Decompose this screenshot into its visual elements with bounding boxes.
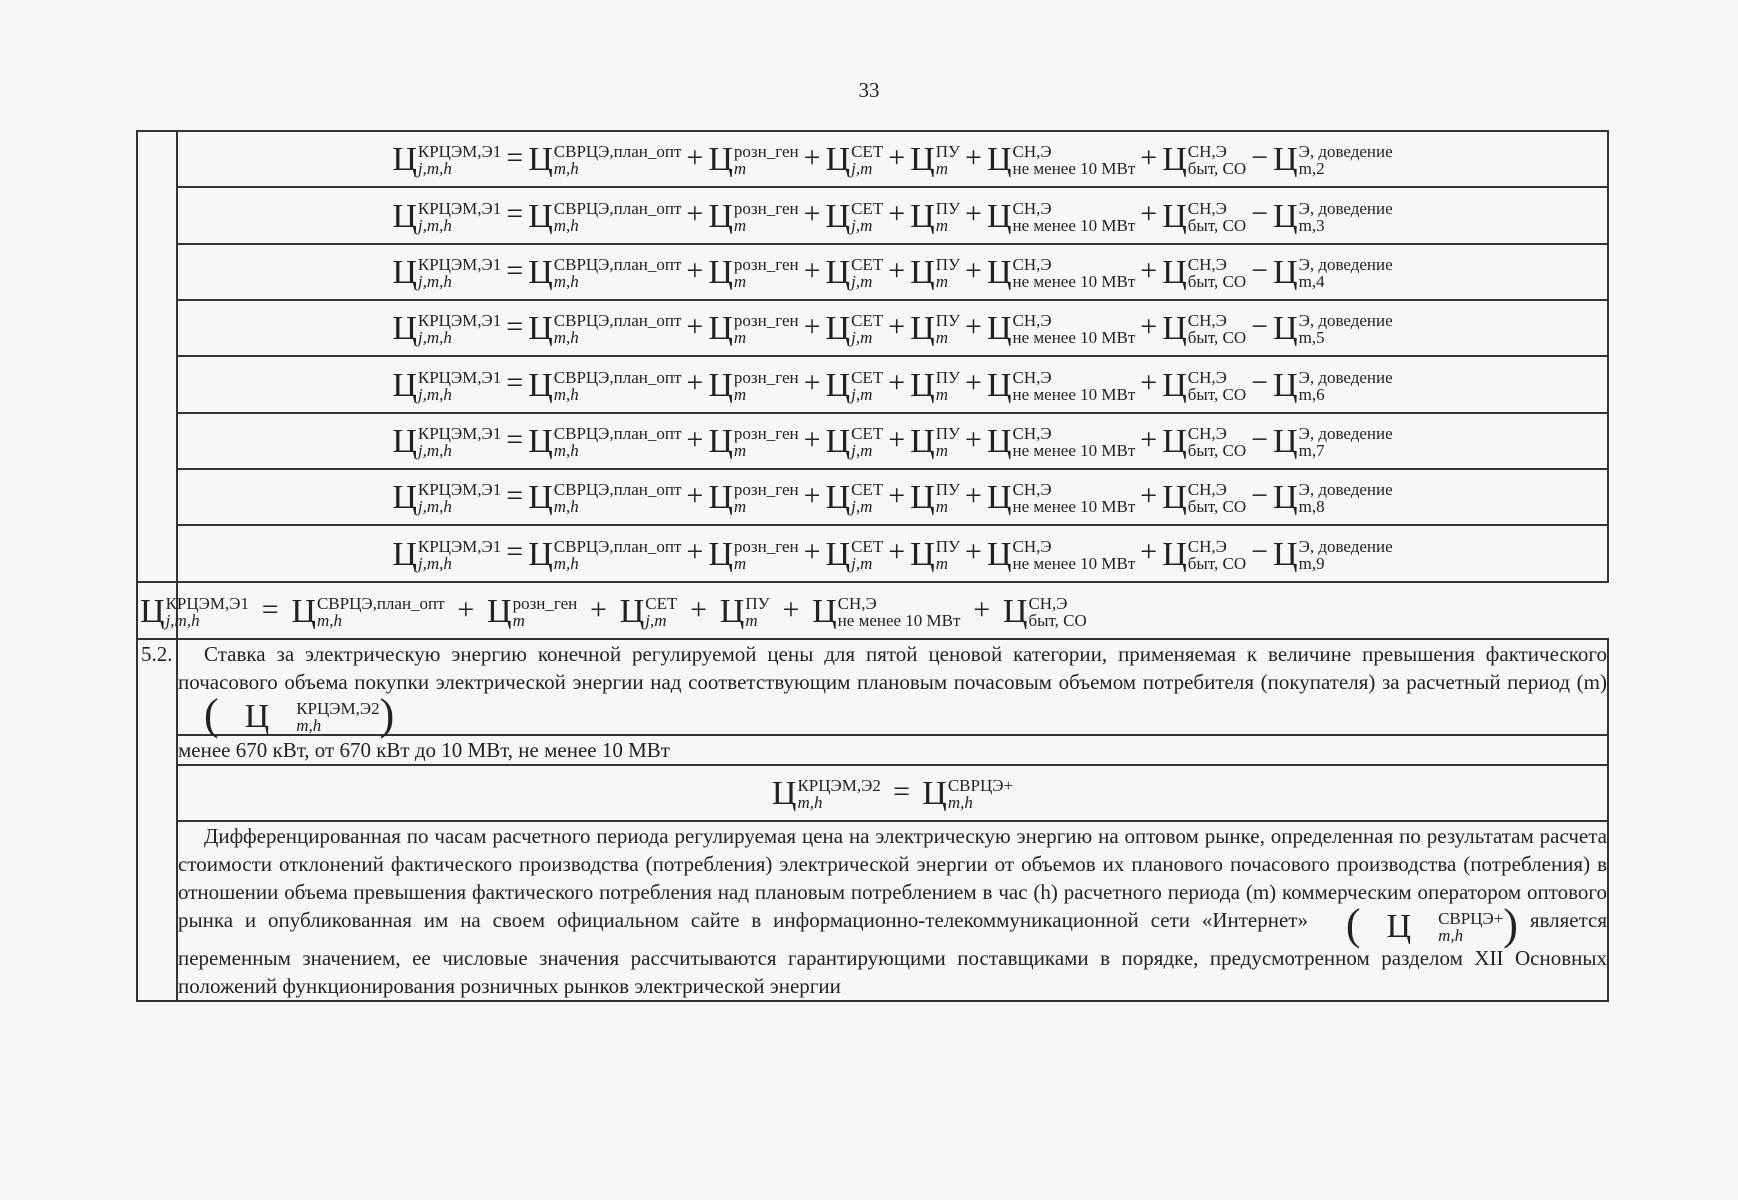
formula: Ц КРЦЭМ,Э1 j,m,h = Ц СВРЦЭ,план_опт m,h + Ц розн_ген m + Ц СЕТ j,m + Ц ПУ m + Ц СН,Э не менее 10 МВт + Ц СН,Э быт, СО − Ц Э, доведение m,2 (392, 141, 1393, 179)
formula: Ц КРЦЭМ,Э1 j,m,h = Ц СВРЦЭ,план_опт m,h + Ц розн_ген m + Ц СЕТ j,m + Ц ПУ m + Ц СН,Э не менее 10 МВт + Ц СН,Э быт, СО − Ц Э, доведение m,9 (392, 535, 1393, 573)
power-range-cell (177, 735, 1608, 765)
formula-e2-cell (177, 765, 1608, 821)
formula-row (177, 413, 1608, 469)
formula-row (177, 469, 1608, 525)
formula-row (177, 356, 1608, 412)
note-cell (177, 821, 1608, 1001)
formula-row (177, 244, 1608, 300)
formula: Ц КРЦЭМ,Э1 j,m,h = Ц СВРЦЭ,план_опт m,h + Ц розн_ген m + Ц СЕТ j,m + Ц ПУ m + Ц СН,Э не менее 10 МВт + Ц СН,Э быт, СО − Ц Э, доведение m,4 (392, 253, 1393, 292)
description-formula: ( Ц КРЦЭМ,Э2 m,h ) (204, 689, 395, 739)
page-number: 33 (858, 78, 880, 102)
formula-row (177, 187, 1608, 243)
formula: Ц КРЦЭМ,Э1 j,m,h = Ц СВРЦЭ,план_опт m,h + Ц розн_ген m + Ц СЕТ j,m + Ц ПУ m + Ц СН,Э не менее 10 МВт + Ц СН,Э быт, СО − Ц Э, доведение m,3 (392, 197, 1393, 235)
section-number: 5.2. (141, 641, 173, 666)
power-range: менее 670 кВт, от 670 кВт до 10 МВт, не менее 10 МВт (178, 737, 670, 762)
section-number-cell (137, 639, 177, 1001)
formula-row (177, 131, 1608, 187)
formula: Ц КРЦЭМ,Э1 j,m,h = Ц СВРЦЭ,план_опт m,h + Ц розн_ген m + Ц СЕТ j,m + Ц ПУ m + Ц СН,Э не менее 10 МВт + Ц СН,Э быт, СО − Ц Э, доведение m,5 (392, 310, 1393, 348)
section-description: Ставка за электрическую энергию конечной регулируемой цены для пятой ценовой категории, применяемая к величине превышения фактического почасового объема покупки электрической энергии над соответствующим плановым почасовым объемом потребителя (покупателя) за расчетный период (m) (178, 641, 1607, 694)
note-text-1: Дифференцированная по часам расчетного периода регулируемая цена на электрическую энергию на оптовом рынке, определенная по результатам расчета стоимости отклонений фактического производства (потребления) электрической энергии от объемов их планового почасового производства (потребления) в отношении объема превышения фактического потребления над плановым потреблением в час (h) расчетного периода (m) коммерческим оператором оптового рынка и опубликованная им на своем официальном сайте в информационно-телекоммуникационной сети «Интернет» (178, 824, 1607, 933)
section-number-cell-empty (137, 131, 177, 582)
formula-row-final (137, 582, 1087, 639)
note-text-2: является переменным значением, ее числовые значения рассчитываются гарантирующими поставщиками в порядке, предусмотренном разделом XII Основных положений функционирования розничных рынков электрической энергии (178, 908, 1607, 999)
formula: Ц КРЦЭМ,Э1 j,m,h = Ц СВРЦЭ,план_опт m,h + Ц розн_ген m + Ц СЕТ j,m + Ц ПУ m + Ц СН,Э не менее 10 МВт + Ц СН,Э быт, СО − Ц Э, доведение m,6 (392, 366, 1393, 404)
formula: Ц КРЦЭМ,Э1 j,m,h = Ц СВРЦЭ,план_опт m,h + Ц розн_ген m + Ц СЕТ j,m + Ц ПУ m + Ц СН,Э не менее 10 МВт + Ц СН,Э быт, СО − Ц Э, доведение m,7 (392, 422, 1393, 461)
note-formula: ( Ц СВРЦЭ+ m,h ) (1345, 900, 1518, 950)
section-description-cell (177, 639, 1608, 739)
tariff-table (136, 130, 1609, 1002)
formula-e2: Ц КРЦЭМ,Э2 m,h = Ц СВРЦЭ+ m,h (771, 774, 1014, 813)
formula-row (177, 525, 1608, 581)
formula-final: Ц КРЦЭМ,Э1 j,m,h = Ц СВРЦЭ,план_опт m,h + Ц розн_ген m + Ц СЕТ j,m + Ц ПУ m + Ц СН,Э не менее 10 МВт + Ц СН,Э быт, СО (140, 592, 1087, 630)
formula: Ц КРЦЭМ,Э1 j,m,h = Ц СВРЦЭ,план_опт m,h + Ц розн_ген m + Ц СЕТ j,m + Ц ПУ m + Ц СН,Э не менее 10 МВт + Ц СН,Э быт, СО − Ц Э, доведение m,8 (392, 479, 1393, 517)
formula-row (177, 300, 1608, 356)
